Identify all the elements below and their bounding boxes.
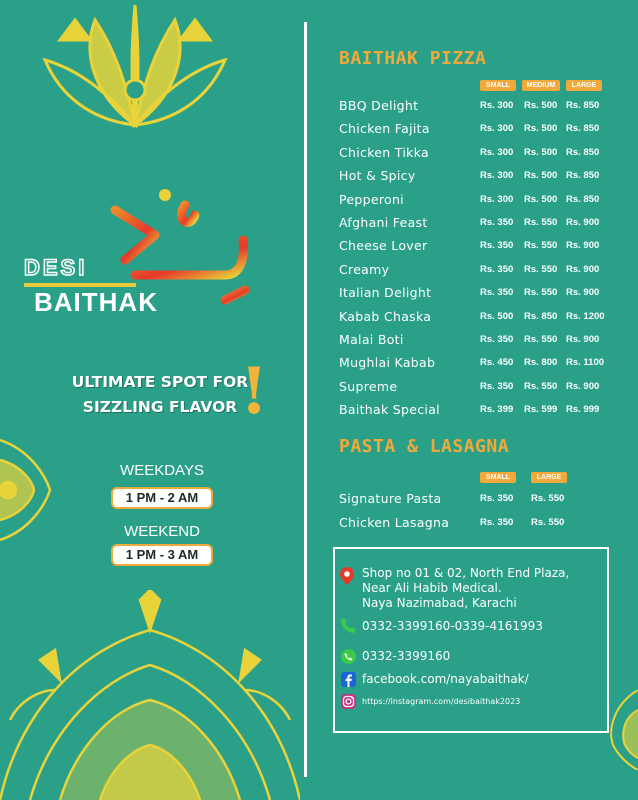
pizza-price-medium: Rs. 500 bbox=[524, 170, 558, 182]
mandala-left-decoration-icon bbox=[0, 420, 60, 560]
facebook-icon bbox=[341, 672, 356, 687]
pizza-price-large: Rs. 900 bbox=[566, 380, 600, 392]
pasta-section-title: PASTA & LASAGNA bbox=[339, 436, 510, 457]
pizza-item-name: Chicken Tikka bbox=[339, 144, 429, 160]
column-divider bbox=[304, 22, 307, 777]
pizza-price-medium: Rs. 550 bbox=[524, 217, 558, 228]
pizza-price-medium: Rs. 550 bbox=[524, 240, 558, 252]
pasta-item-name: Signature Pasta bbox=[339, 491, 442, 506]
pizza-price-large: Rs. 900 bbox=[566, 217, 600, 228]
tagline bbox=[60, 370, 260, 420]
pizza-size-large: LARGE bbox=[566, 80, 602, 91]
weekdays-time-badge: 1 PM - 2 AM bbox=[111, 487, 213, 509]
pizza-price-small: Rs. 300 bbox=[480, 146, 514, 158]
pizza-price-small: Rs. 500 bbox=[480, 310, 514, 322]
pizza-price-small: Rs. 350 bbox=[480, 380, 514, 392]
location-pin-icon bbox=[340, 567, 354, 585]
pizza-section-title: BAITHAK PIZZA bbox=[339, 48, 487, 69]
mandala-bottom-decoration-icon bbox=[0, 590, 300, 800]
pasta-price-small: Rs. 350 bbox=[480, 493, 514, 504]
pizza-price-small: Rs. 450 bbox=[480, 357, 514, 369]
pizza-price-medium: Rs. 550 bbox=[524, 287, 558, 299]
pizza-price-small: Rs. 300 bbox=[480, 170, 514, 182]
pizza-price-large: Rs. 1200 bbox=[566, 310, 605, 322]
facebook-link[interactable]: facebook.com/nayabaithak/ bbox=[362, 672, 529, 686]
pizza-item-name: Baithak Special bbox=[339, 402, 440, 418]
pizza-price-small: Rs. 399 bbox=[480, 404, 514, 416]
pizza-item-name: Kabab Chaska bbox=[339, 308, 432, 324]
brand-desi: DESI bbox=[24, 255, 88, 280]
pasta-price-large: Rs. 550 bbox=[531, 493, 565, 504]
pizza-item-name: Malai Boti bbox=[339, 332, 404, 347]
pizza-price-medium: Rs. 500 bbox=[524, 123, 558, 135]
pizza-size-medium: MEDIUM bbox=[522, 80, 560, 91]
weekend-time-badge: 1 PM - 3 AM bbox=[111, 544, 213, 566]
pasta-price-small: Rs. 350 bbox=[480, 517, 514, 528]
pizza-price-small: Rs. 350 bbox=[480, 287, 514, 299]
weekdays-label: WEEKDAYS bbox=[120, 462, 204, 479]
address-line2: Near Ali Habib Medical. bbox=[362, 581, 502, 595]
pizza-price-medium: Rs. 800 bbox=[524, 357, 558, 369]
pizza-item-name: Chicken Fajita bbox=[339, 121, 430, 137]
pasta-item-name: Chicken Lasagna bbox=[339, 515, 450, 530]
pizza-price-large: Rs. 850 bbox=[566, 146, 600, 158]
pizza-price-large: Rs. 999 bbox=[566, 404, 600, 416]
address-line3: Naya Nazimabad, Karachi bbox=[362, 596, 517, 610]
address-line1: Shop no 01 & 02, North End Plaza, bbox=[362, 566, 570, 580]
pizza-price-medium: Rs. 550 bbox=[524, 334, 558, 345]
tagline-line1: ULTIMATE SPOT FOR bbox=[71, 373, 249, 391]
pizza-price-small: Rs. 300 bbox=[480, 123, 514, 135]
pizza-price-small: Rs. 300 bbox=[480, 193, 514, 205]
pizza-price-small: Rs. 350 bbox=[480, 217, 514, 228]
pizza-price-medium: Rs. 550 bbox=[524, 380, 558, 392]
pizza-size-small: SMALL bbox=[480, 80, 516, 91]
pizza-price-large: Rs. 1100 bbox=[566, 357, 605, 369]
pizza-price-large: Rs. 900 bbox=[566, 334, 600, 345]
pizza-item-name: Afghani Feast bbox=[339, 215, 428, 230]
pizza-price-large: Rs. 900 bbox=[566, 240, 600, 252]
pizza-price-medium: Rs. 500 bbox=[524, 100, 558, 111]
instagram-icon bbox=[341, 694, 356, 709]
pizza-price-medium: Rs. 500 bbox=[524, 193, 558, 205]
pizza-price-small: Rs. 350 bbox=[480, 334, 514, 345]
phone-icon bbox=[341, 618, 356, 633]
pizza-item-name: Pepperoni bbox=[339, 191, 404, 207]
pasta-size-small: SMALL bbox=[480, 472, 516, 483]
pizza-item-name: Supreme bbox=[339, 378, 398, 394]
pizza-item-name: BBQ Delight bbox=[339, 98, 419, 113]
pasta-size-large: LARGE bbox=[531, 472, 567, 483]
pizza-price-small: Rs. 350 bbox=[480, 263, 514, 275]
pizza-price-medium: Rs. 599 bbox=[524, 404, 558, 416]
phone-number-link[interactable]: 0332-3399160-0339-4161993 bbox=[362, 619, 543, 633]
pizza-item-name: Hot & Spicy bbox=[339, 168, 416, 184]
pizza-item-name: Creamy bbox=[339, 261, 390, 277]
instagram-link[interactable]: https://instagram.com/desibaithak2023 bbox=[362, 697, 521, 706]
pizza-price-medium: Rs. 500 bbox=[524, 146, 558, 158]
whatsapp-number-link[interactable]: 0332-3399160 bbox=[362, 649, 451, 663]
pizza-price-large: Rs. 900 bbox=[566, 287, 600, 299]
pizza-item-name: Cheese Lover bbox=[339, 238, 428, 254]
pizza-item-name: Mughlai Kabab bbox=[339, 355, 436, 371]
tagline-exclaim: ! bbox=[240, 354, 269, 429]
pizza-price-small: Rs. 350 bbox=[480, 240, 514, 252]
mandala-top-decoration-icon bbox=[40, 0, 230, 130]
whatsapp-icon bbox=[341, 649, 356, 664]
pasta-price-large: Rs. 550 bbox=[531, 517, 565, 528]
pizza-price-large: Rs. 850 bbox=[566, 123, 600, 135]
pizza-item-name: Italian Delight bbox=[339, 285, 432, 301]
pizza-price-medium: Rs. 850 bbox=[524, 310, 558, 322]
weekend-label: WEEKEND bbox=[124, 523, 200, 540]
pizza-price-large: Rs. 850 bbox=[566, 193, 600, 205]
pizza-price-large: Rs. 850 bbox=[566, 100, 600, 111]
pizza-price-medium: Rs. 550 bbox=[524, 263, 558, 275]
pizza-price-small: Rs. 300 bbox=[480, 100, 514, 111]
pizza-price-large: Rs. 900 bbox=[566, 263, 600, 275]
tagline-line2: SIZZLING FLAVOR bbox=[82, 398, 238, 416]
pizza-price-large: Rs. 850 bbox=[566, 170, 600, 182]
brand-baithak: BAITHAK bbox=[34, 287, 158, 317]
